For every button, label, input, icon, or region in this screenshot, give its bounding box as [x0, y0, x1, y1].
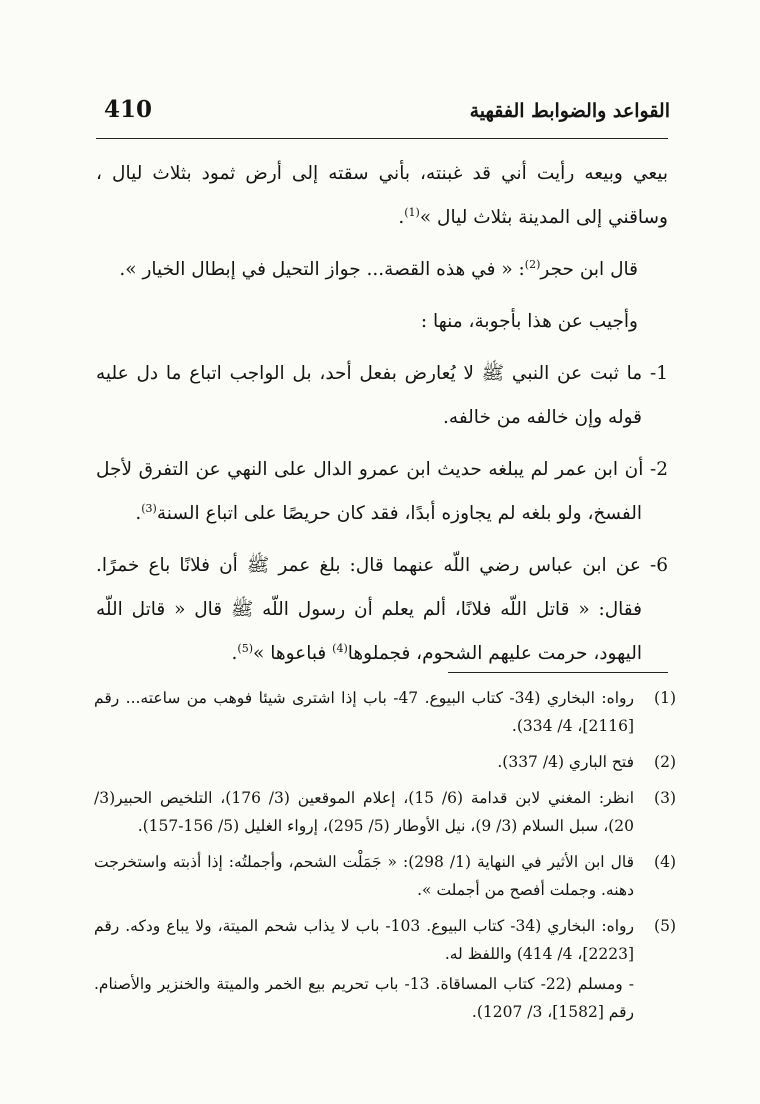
footnote-ref-1[interactable]: (1) — [404, 205, 420, 219]
list-item-answer-2: 2- أن ابن عمر لم يبلغه حديث ابن عمرو الدال على النهي عن التفرق لأجل الفسخ، ولو بلغه لم يجاوزه أبدًا، فقد كان حريصًا على اتباع السنة$^{(3)}$. — [96, 459, 668, 524]
paragraph-answers-intro: وأجيب عن هذا بأجوبة، منها : — [420, 311, 638, 332]
page-header — [104, 96, 670, 136]
page-number: 410 — [104, 96, 153, 123]
paragraph-ibn-hajar: قال ابن حجر$^{(2)}$: « في هذه القصة... جواز التحيل في إبطال الخيار ». — [119, 257, 638, 280]
footnotes — [94, 684, 676, 1034]
footnote-2: (2) فتح الباري (4/ 337). — [94, 748, 676, 776]
footnote-3: (3) انظر: المغني لابن قدامة (6/ 15)، إعلام الموقعين (3/ 176)، التلخيص الحبير(3/ 20)، سبل السلام (3/ 9)، نيل الأوطار (5/ 295)، إرواء الغليل (5/ 156-157). — [94, 784, 676, 840]
footnote-ref-5[interactable]: (5) — [237, 641, 254, 655]
footnote-divider — [448, 672, 668, 673]
footnote-number: (5) — [654, 917, 676, 935]
footnote-number: (4) — [654, 853, 676, 871]
footnote-number: (2) — [654, 753, 676, 771]
footnote-5: (5) رواه: البخاري (34- كتاب البيوع. 103- باب لا يذاب شحم الميتة، ولا يباع ودكه. رقم [2223]، 4/ 414) واللفظ له. — [94, 912, 676, 968]
list-item-hadith-6: 6- عن ابن عباس رضي اللّه عنهما قال: بلغ عمر ﷺ أن فلانًا باع خمرًا. فقال: « قاتل اللّه فلانًا، ألم يعلم أن رسول اللّه ﷺ قال « قاتل اللّه اليهود، حرمت عليهم الشحوم، فجملوها$^{(4)}$ فباعوها »$^{(5)}$. — [96, 555, 668, 664]
running-title: القواعد والضوابط الفقهية — [469, 100, 670, 122]
footnote-number: (1) — [654, 689, 676, 707]
footnote-5-continuation: - ومسلم (22- كتاب المساقاة. 13- باب تحريم بيع الخمر والميتة والخنزير والأصنام. رقم [1582]، 3/ 1207). — [94, 975, 635, 1021]
main-text — [96, 152, 668, 676]
footnote-ref-4[interactable]: (4) — [332, 641, 348, 655]
footnote-1: (1) رواه: البخاري (34- كتاب البيوع. 47- باب إذا اشترى شيئا فوهب من ساعته... رقم [2116]، 4/ 334). — [94, 684, 676, 740]
list-item-answer-1: 1- ما ثبت عن النبي ﷺ لا يُعارض بفعل أحد، بل الواجب اتباع ما دل عليه قوله وإن خالفه من خالفه. — [96, 363, 668, 428]
footnote-ref-3[interactable]: (3) — [141, 501, 157, 515]
header-divider — [96, 138, 668, 139]
paragraph-hadith-continuation: بيعي وبيعه رأيت أني قد غبنته، بأني سقته إلى أرض ثمود بثلاث ليال ، وساقني إلى المدينة بثلاث ليال »$^{(1)}$. — [96, 163, 668, 228]
footnote-ref-2[interactable]: (2) — [524, 257, 541, 271]
footnote-4: (4) قال ابن الأثير في النهاية (1/ 298): « جَمَلْت الشحم، وأجملتُه: إذا أذبته واستخرجت دهنه. وجملت أفصح من أجملت ». — [94, 848, 676, 904]
footnote-number: (3) — [654, 789, 676, 807]
